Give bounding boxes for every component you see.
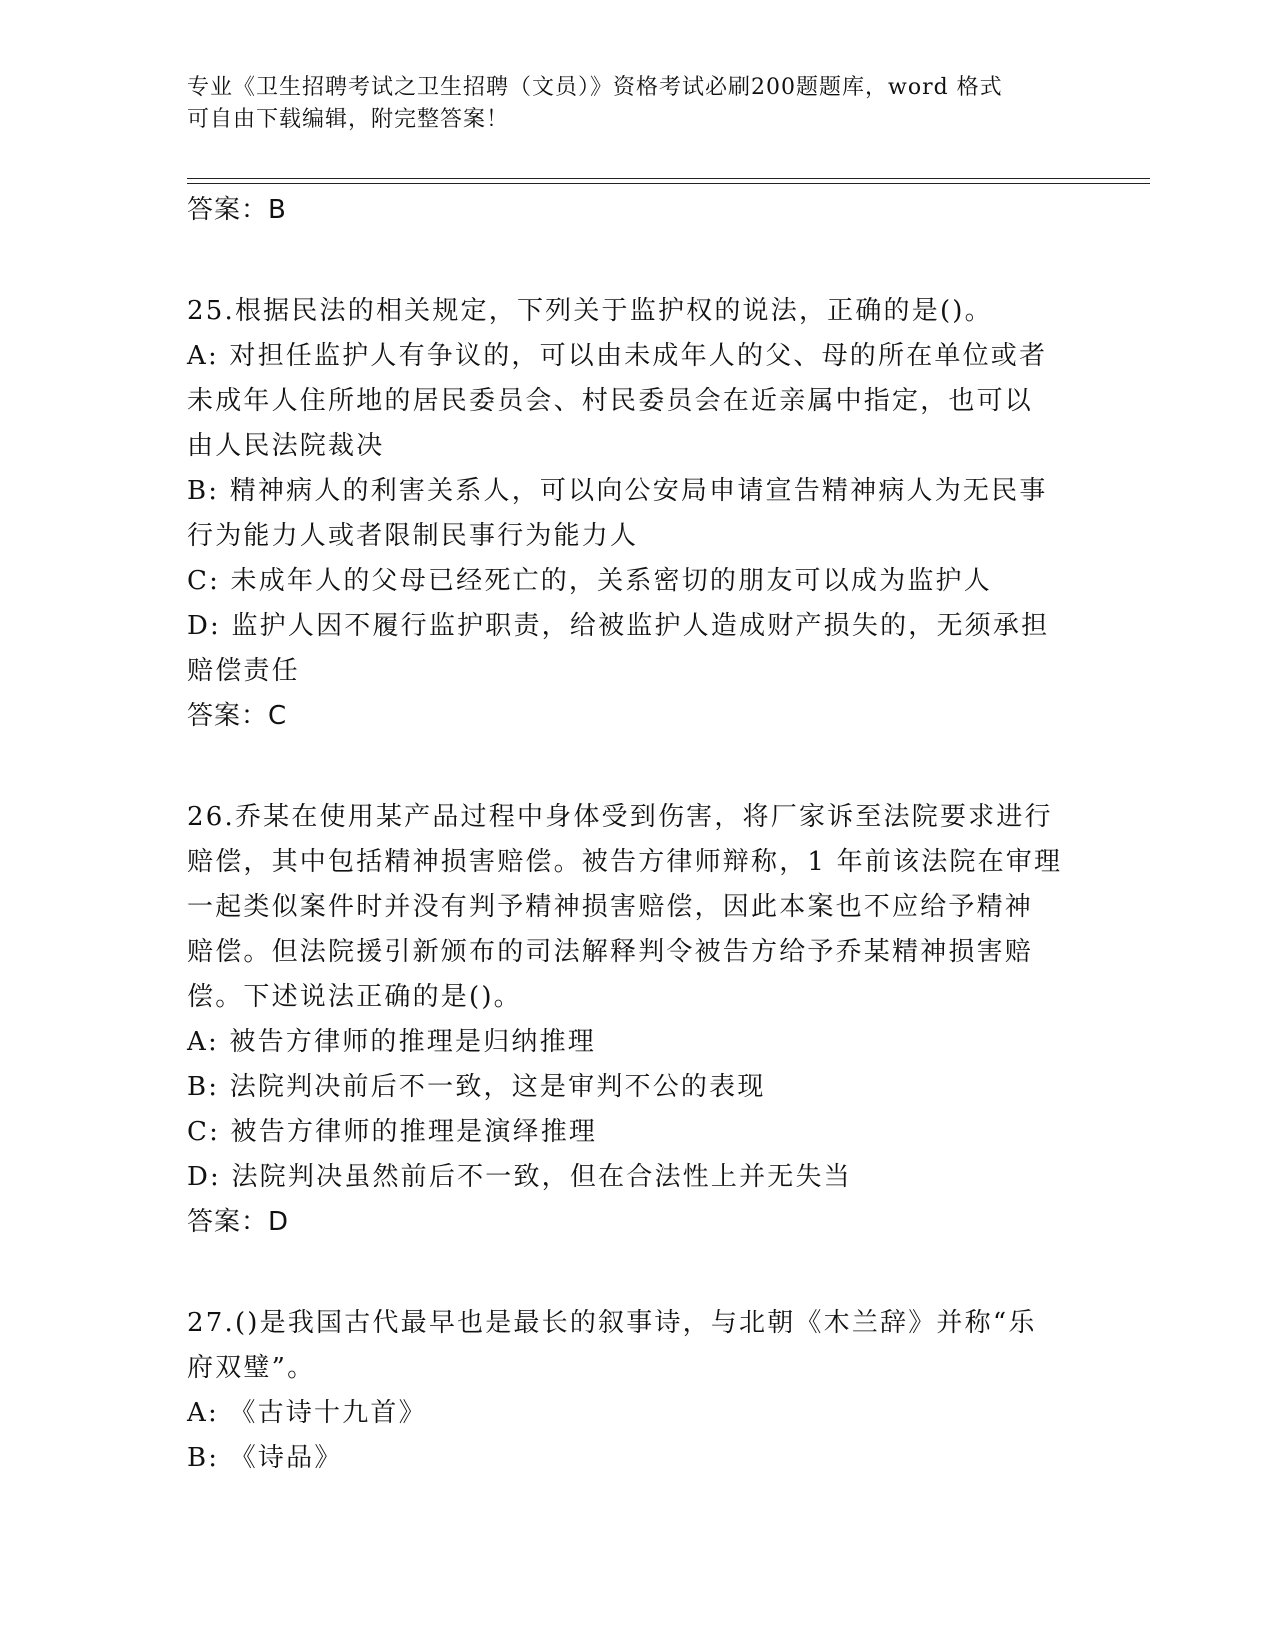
question-25-option-a: A: 对担任监护人有争议的，可以由未成年人的父、母的所在单位或者 [187, 341, 1048, 371]
header-divider-top [187, 178, 1150, 179]
question-25-option-a-cont: 由人民法院裁决 [187, 431, 385, 461]
question-25-option-b: B: 精神病人的利害关系人，可以向公安局申请宣告精神病人为无民事 [187, 476, 1048, 506]
header-title-line-1: 专业《卫生招聘考试之卫生招聘（文员）》资格考试必刷200题题库，word 格式 [187, 75, 1003, 100]
spacer [187, 233, 1087, 289]
question-26-option-c: C: 被告方律师的推理是演绎推理 [187, 1117, 598, 1147]
question-body [187, 188, 1087, 1481]
question-25 [187, 289, 1087, 739]
question-25-option-a-cont: 未成年人住所地的居民委员会、村民委员会在近亲属中指定，也可以 [187, 386, 1034, 416]
question-26-stem-cont: 偿。下述说法正确的是()。 [187, 982, 522, 1012]
question-25-answer: 答案：C [187, 701, 288, 731]
document-header [187, 72, 1067, 136]
question-26-option-a: A: 被告方律师的推理是归纳推理 [187, 1027, 597, 1057]
question-25-option-d: D: 监护人因不履行监护职责，给被监护人造成财产损失的，无须承担 [187, 611, 1050, 641]
question-26-answer: 答案：D [187, 1207, 290, 1237]
header-divider-bottom [187, 183, 1150, 184]
spacer [187, 739, 1087, 795]
question-26-stem-cont: 赔偿。但法院援引新颁布的司法解释判令被告方给予乔某精神损害赔 [187, 937, 1034, 967]
question-25-option-d-cont: 赔偿责任 [187, 656, 300, 686]
question-26 [187, 795, 1087, 1245]
question-27 [187, 1301, 1087, 1481]
question-27-option-a: A: 《古诗十九首》 [187, 1398, 427, 1428]
question-27-option-b: B: 《诗品》 [187, 1443, 343, 1473]
question-26-option-b: B: 法院判决前后不一致，这是审判不公的表现 [187, 1072, 766, 1102]
question-25-option-c: C: 未成年人的父母已经死亡的，关系密切的朋友可以成为监护人 [187, 566, 992, 596]
header-title-line-2: 可自由下载编辑，附完整答案！ [187, 107, 510, 132]
question-25-stem: 25.根据民法的相关规定，下列关于监护权的说法，正确的是()。 [187, 296, 993, 326]
question-25-option-b-cont: 行为能力人或者限制民事行为能力人 [187, 521, 639, 551]
question-26-stem-cont: 一起类似案件时并没有判予精神损害赔偿，因此本案也不应给予精神 [187, 892, 1034, 922]
question-26-stem: 26.乔某在使用某产品过程中身体受到伤害，将厂家诉至法院要求进行 [187, 802, 1053, 832]
question-26-option-d: D: 法院判决虽然前后不一致，但在合法性上并无失当 [187, 1162, 852, 1192]
question-27-stem: 27.()是我国古代最早也是最长的叙事诗，与北朝《木兰辞》并称“乐 [187, 1308, 1037, 1338]
question-27-stem-cont: 府双璧”。 [187, 1353, 316, 1383]
question-26-stem-cont: 赔偿，其中包括精神损害赔偿。被告方律师辩称，1 年前该法院在审理 [187, 847, 1063, 877]
spacer [187, 1245, 1087, 1301]
answer-previous: 答案：B [187, 195, 287, 225]
